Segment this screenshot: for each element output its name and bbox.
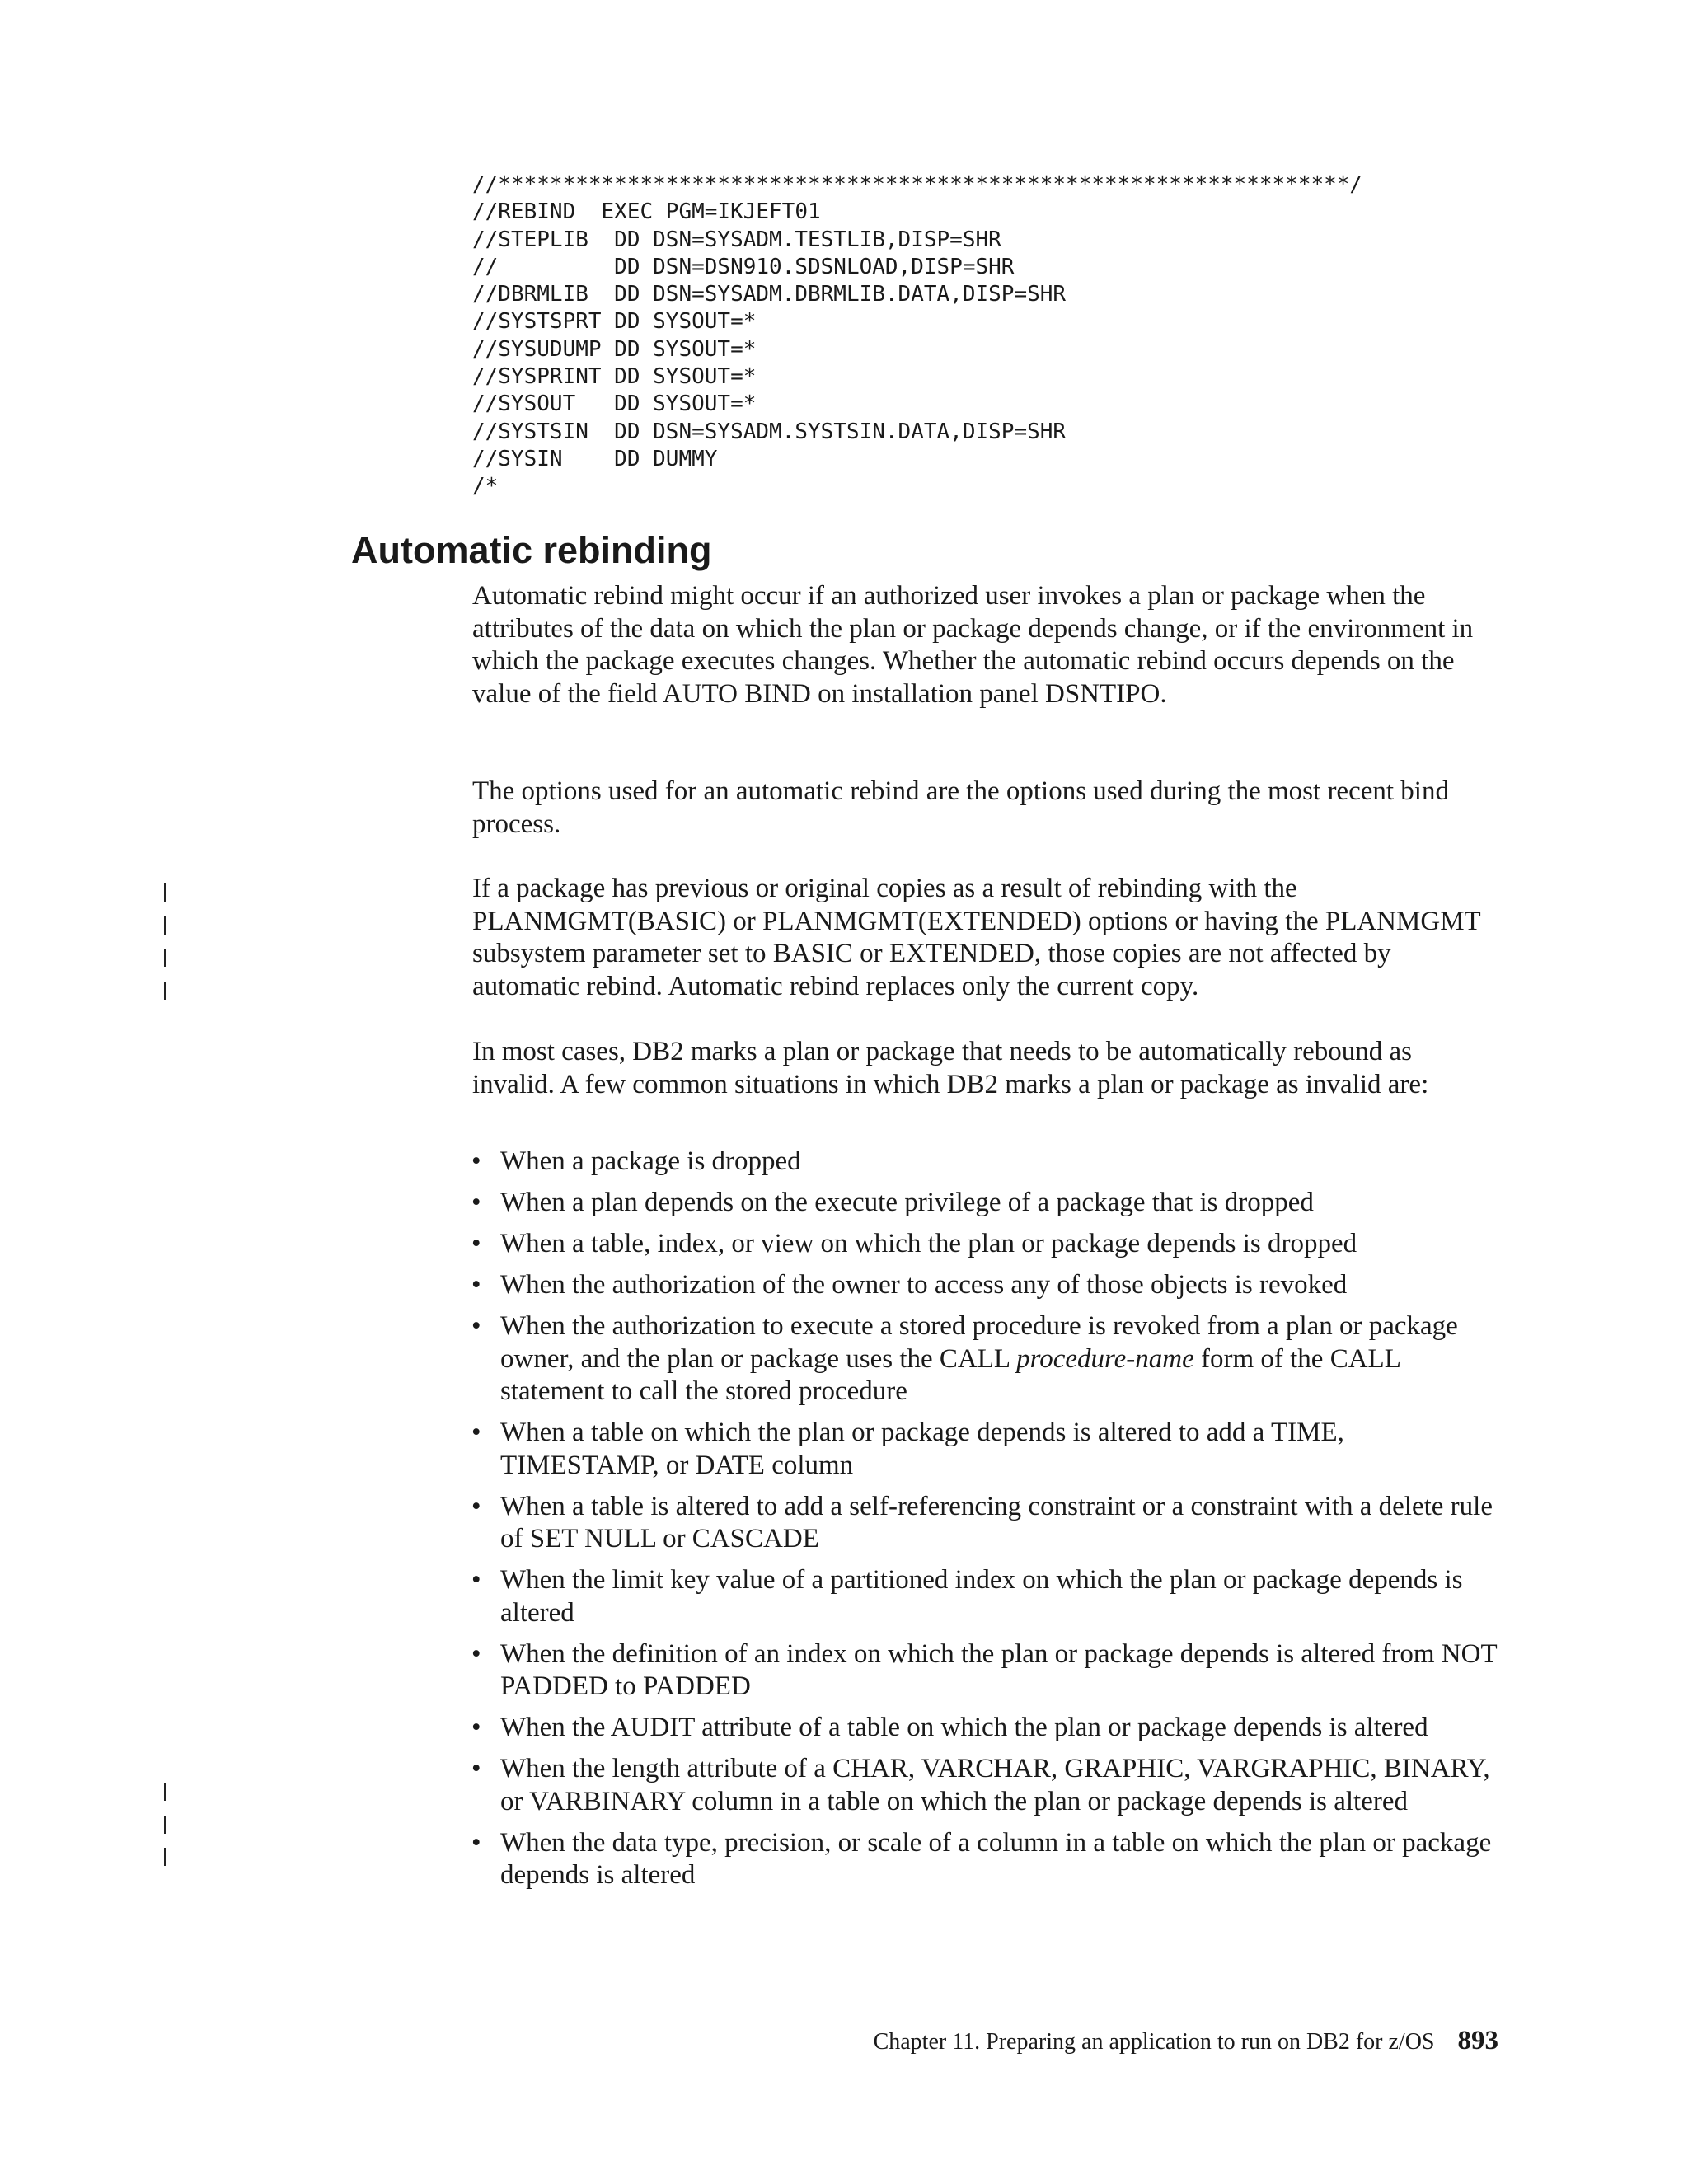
bullet-icon: • [471, 1418, 481, 1447]
code-line: //SYSOUT DD SYSOUT=* [472, 391, 757, 417]
bullet-icon: • [471, 1229, 481, 1258]
bullet-icon: • [471, 1713, 481, 1742]
paragraph-invalid: In most cases, DB2 marks a plan or package that needs to be automatically rebound as invalid. A few common situations in which DB2 marks a plan or package as invalid are: [472, 1037, 1429, 1099]
list-item: • When the AUDIT attribute of a table on which the plan or package depends is altered [453, 1712, 1500, 1745]
paragraph-planmgmt: If a package has previous or original copies as a result of rebinding with the PLANMGMT(BASIC) or PLANMGMT(EXTENDED) options or having the PLANMGMT subsystem parameter set to BASIC or EXTENDED, those copies are not affected by automatic rebind. Automatic rebind replaces only the current copy. [472, 874, 1481, 1001]
bullet-icon: • [471, 1188, 481, 1217]
bullet-icon: • [471, 1146, 481, 1176]
bullet-icon: • [471, 1270, 481, 1300]
chapter-title: Chapter 11. Preparing an application to run on DB2 for z/OS [873, 2029, 1435, 2055]
change-bar [164, 982, 166, 1000]
list-item: • When the limit key value of a partitioned index on which the plan or package depends is altered [471, 1565, 1463, 1628]
bullet-icon: • [471, 1311, 481, 1341]
bullet-icon: • [471, 1754, 481, 1783]
code-line: //SYSTSIN DD DSN=SYSADM.SYSTSIN.DATA,DISP=SHR [472, 419, 1067, 444]
change-bar [164, 883, 166, 902]
change-bar [164, 1783, 166, 1801]
list-item: • When the data type, precision, or scale of a column in a table on which the plan or package depends is altered [471, 1827, 1492, 1890]
change-bar [164, 949, 166, 967]
page-footer [874, 2024, 1498, 2059]
code-line: //SYSUDUMP DD SYSOUT=* [472, 336, 757, 362]
code-line: /* [472, 474, 499, 499]
change-bar [164, 1848, 166, 1866]
bullet-icon: • [471, 1638, 481, 1669]
list-item: • When a table on which the plan or package depends is altered to add a TIME, TIMESTAMP, or DATE column [471, 1418, 1344, 1480]
change-bar [164, 1816, 166, 1834]
procedure-name-term: procedure-name [1016, 1343, 1194, 1374]
section-heading: Automatic rebinding [351, 529, 712, 571]
code-line: //******************************************************************/ [472, 172, 1363, 197]
invalid-situations-list [453, 1146, 1500, 1900]
list-item: • When the length attribute of a CHAR, VARCHAR, GRAPHIC, VARGRAPHIC, BINARY, or VARBINARY column in a table on which the plan or package depends is altered [471, 1754, 1490, 1816]
list-item: • When the authorization of the owner to access any of those objects is revoked [453, 1269, 1500, 1302]
code-line: //REBIND EXEC PGM=IKJEFT01 [472, 199, 821, 225]
page-number: 893 [1457, 2026, 1498, 2055]
change-bar [164, 916, 166, 935]
paragraph-intro: Automatic rebind might occur if an authorized user invokes a plan or package when the attributes of the data on which the plan or package depends change, or if the environment in which the package executes changes. Whether the automatic rebind occurs depends on the value of the field AUTO BIND on installation panel DSNTIPO. [472, 581, 1474, 709]
code-line: //DBRMLIB DD DSN=SYSADM.DBRMLIB.DATA,DISP=SHR [472, 282, 1067, 307]
bullet-icon: • [471, 1565, 481, 1595]
code-line: //SYSTSPRT DD SYSOUT=* [472, 309, 757, 335]
list-item: • When a table is altered to add a self-referencing constraint or a constraint with a delete rule of SET NULL or CASCADE [471, 1491, 1493, 1554]
list-item: • When a package is dropped [453, 1146, 1500, 1179]
list-item: • When the definition of an index on which the plan or package depends is altered from NOT PADDED to PADDED [471, 1638, 1498, 1701]
code-line: //SYSIN DD DUMMY [472, 446, 718, 471]
code-line: // DD DSN=DSN910.SDSNLOAD,DISP=SHR [472, 254, 1015, 279]
list-item: • When a table, index, or view on which the plan or package depends is dropped [453, 1228, 1500, 1261]
jcl-code-listing [472, 171, 1362, 501]
paragraph-options: The options used for an automatic rebind are the options used during the most recent bind process. [472, 776, 1449, 839]
bullet-icon: • [471, 1491, 481, 1521]
bullet-icon: • [471, 1827, 481, 1858]
list-item: • When a plan depends on the execute privilege of a package that is dropped [453, 1187, 1500, 1220]
list-item: • When the authorization to execute a stored procedure is revoked from a plan or package owner, and the plan or package uses the CALL procedure-name form of the CALL statement to call the stored procedure [471, 1311, 1458, 1406]
code-line: //STEPLIB DD DSN=SYSADM.TESTLIB,DISP=SHR [472, 227, 1001, 252]
code-line: //SYSPRINT DD SYSOUT=* [472, 364, 757, 390]
